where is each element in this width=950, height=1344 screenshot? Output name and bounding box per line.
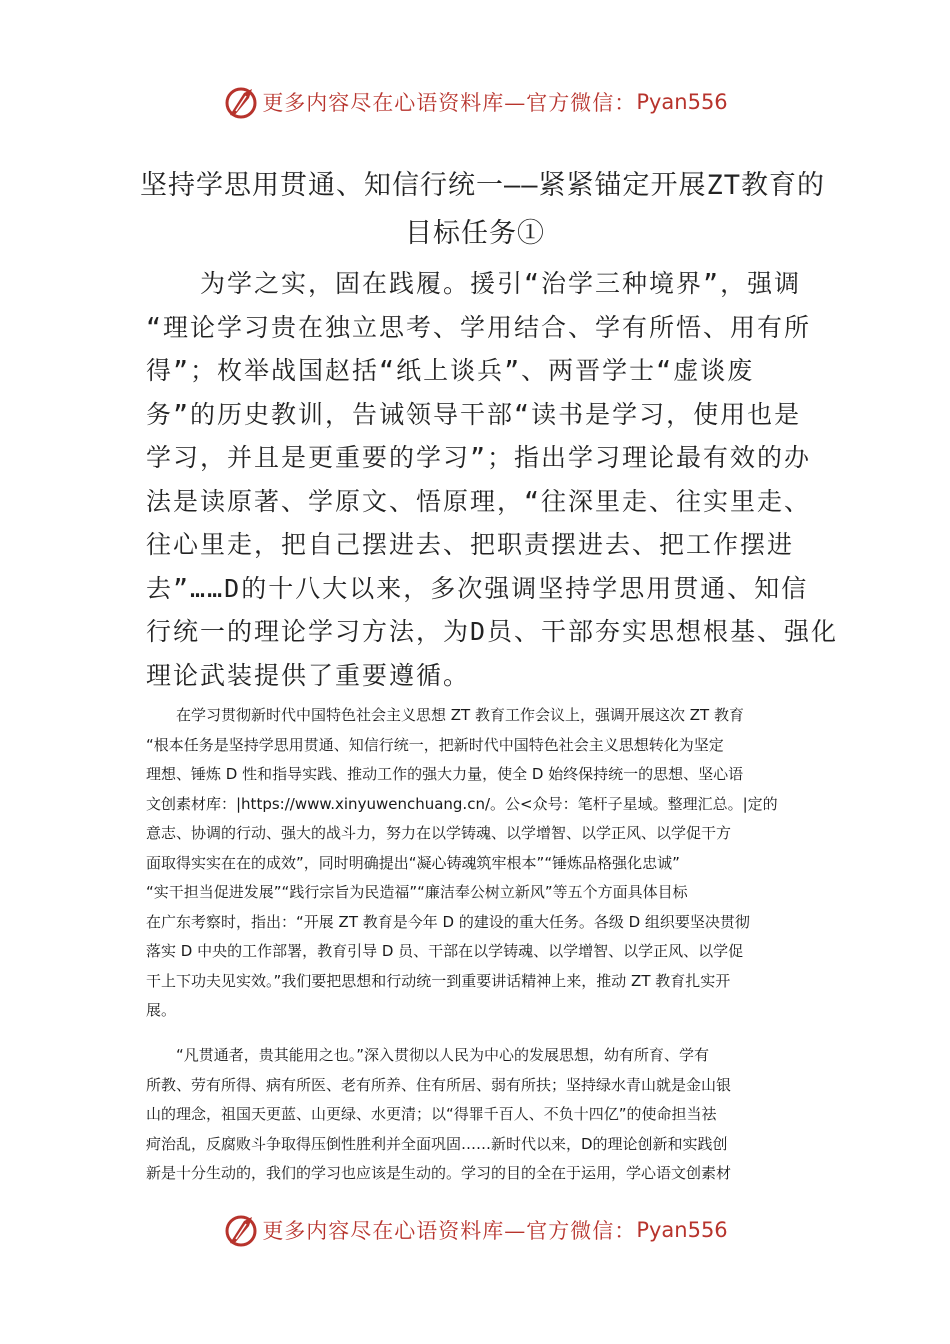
paragraph-line: 在学习贯彻新时代中国特色社会主义思想 ZT 教育工作会议上，强调开展这次 ZT 教育 [146, 706, 744, 724]
paragraph-line: 落实 D 中央的工作部署，教育引导 D 员、干部在以学铸魂、以学增智、以学正风、以学促 [146, 942, 744, 960]
paragraph-line: 意志、协调的行动、强大的战斗力，努力在以学铸魂、以学增智、以学正风、以学促干方 [146, 824, 732, 842]
paragraph-line: “根本任务是坚持学思用贯通、知信行统一，把新时代中国特色社会主义思想转化为坚定 [146, 735, 724, 754]
paragraph-line: 学习，并且是更重要的学习”；指出学习理论最有效的办 [146, 443, 812, 472]
banner-wechat-handle: Pyan556 [636, 1218, 728, 1242]
paragraph-line: “凡贯通者，贵其能用之也。”深入贯彻以人民为中心的发展思想，幼有所育、学有 [146, 1046, 710, 1064]
paragraph-line: 得”；枚举战国赵括“纸上谈兵”、两晋学士“虚谈废 [146, 356, 755, 385]
paragraph-line: 展。 [146, 1001, 177, 1019]
paragraph-line: 理论武装提供了重要遵循。 [146, 660, 471, 690]
header-banner [0, 80, 950, 124]
title-line: 目标任务① [405, 218, 545, 249]
paragraph-line: 所教、劳有所得、病有所医、老有所养、住有所居、弱有所扶；坚持绿水青山就是金山银 [146, 1075, 732, 1094]
body-paragraph-2 [146, 1041, 808, 1189]
paragraph-line: 在广东考察时，指出：“开展 ZT 教育是今年 D 的建设的重大任务。各级 D 组织要坚决贯彻 [146, 912, 750, 931]
footer-banner [0, 1208, 950, 1252]
paragraph-line: 文创素材库：|https://www.xinyuwenchuang.cn/。公<众号：笔杆子星域。整理汇总。|定的 [146, 794, 778, 813]
pen-nib-logo-icon [222, 83, 260, 121]
pen-nib-logo-icon [222, 1211, 260, 1249]
paragraph-line: “理论学习贵在独立思考、学用结合、学有所悟、用有所 [146, 312, 812, 342]
paragraph-line: 法是读原著、学原文、悟原理，“往深里走、往实里走、 [146, 486, 812, 516]
body-paragraph-1 [146, 701, 808, 1026]
banner-text: 更多内容尽在心语资料库—官方微信： [262, 1219, 637, 1243]
document-title [140, 162, 826, 258]
paragraph-line: 往心里走，把自己摆进去、把职责摆进去、把工作摆进 [146, 530, 795, 559]
paragraph-line: 疴治乱，反腐败斗争取得压倒性胜利并全面巩固……新时代以来，D的理论创新和实践创 [146, 1134, 728, 1153]
paragraph-line: 面取得实实在在的成效”，同时明确提出“凝心铸魂筑牢根本”“锤炼品格强化忠诚” [146, 853, 680, 872]
paragraph-line: 新是十分生动的，我们的学习也应该是生动的。学习的目的全在于运用，学心语文创素材 [146, 1164, 732, 1182]
paragraph-line: 行统一的理论学习方法，为D员、干部夯实思想根基、强化 [146, 617, 839, 646]
paragraph-line: 理想、锤炼 D 性和指导实践、推动工作的强大力量，使全 D 始终保持统一的思想、坚心语 [146, 765, 744, 783]
paragraph-line: 山的理念，祖国天更蓝、山更绿、水更清；以“得罪千百人、不负十四亿”的使命担当祛 [146, 1105, 717, 1123]
paragraph-line: 去”……D的十八大以来，多次强调坚持学思用贯通、知信 [146, 573, 809, 603]
paragraph-line: 为学之实，固在践履。援引“治学三种境界”，强调 [146, 269, 802, 298]
banner-wechat-handle: Pyan556 [636, 90, 728, 114]
paragraph-line: “实干担当促进发展”“践行宗旨为民造福”“廉洁奉公树立新风”等五个方面具体目标 [146, 883, 688, 901]
title-line: 坚持学思用贯通、知信行统一——紧紧锚定开展ZT教育的 [140, 170, 826, 201]
paragraph-line: 干上下功夫见实效。”我们要把思想和行动统一到重要讲话精神上来，推动 ZT 教育扎实开 [146, 971, 731, 990]
banner-text: 更多内容尽在心语资料库—官方微信： [262, 91, 637, 115]
lead-paragraph [146, 262, 839, 697]
paragraph-line: 务”的历史教训，告诫领导干部“读书是学习，使用也是 [146, 399, 802, 429]
